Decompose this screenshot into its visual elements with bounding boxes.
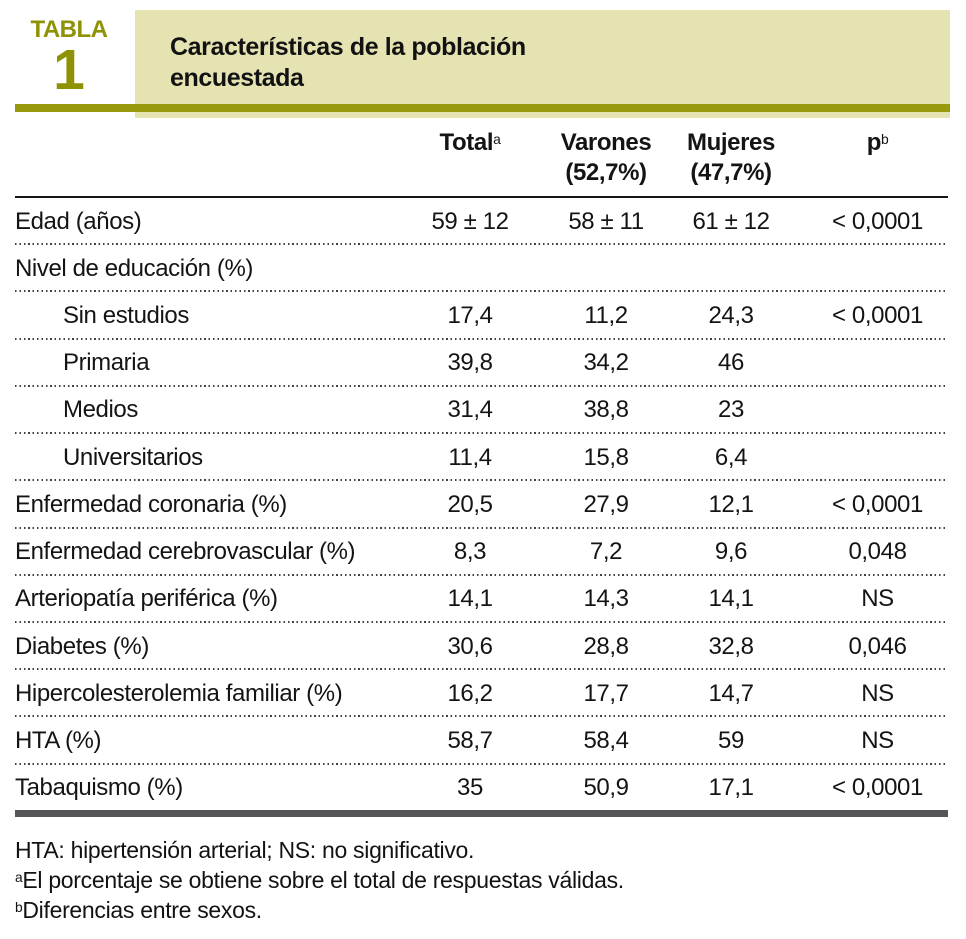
- cell-total: 31,4: [447, 396, 493, 424]
- column-header-total: [395, 128, 545, 188]
- cell-total: 16,2: [447, 679, 493, 707]
- footnote-b: [15, 895, 624, 925]
- row-label: Universitarios: [63, 443, 203, 471]
- cell-varones: 27,9: [583, 490, 629, 518]
- cell-mujeres: 14,7: [708, 679, 754, 707]
- cell-mujeres: 12,1: [708, 490, 754, 518]
- cell-total: 58,7: [447, 727, 493, 755]
- footnote-text: HTA: hipertensión arterial; NS: no significativo.: [15, 837, 475, 863]
- table-title: [170, 32, 526, 94]
- footnotes: [15, 835, 624, 925]
- row-label: Tabaquismo (%): [15, 774, 183, 802]
- cell-p: 0,046: [848, 632, 907, 660]
- cell-mujeres: 61 ± 12: [692, 207, 770, 235]
- table-kicker: [15, 16, 123, 102]
- cell-p: < 0,0001: [832, 774, 923, 802]
- cell-total: 17,4: [447, 302, 493, 330]
- column-header-sub: (52,7%): [565, 159, 647, 186]
- table-row: [15, 765, 948, 812]
- cell-p: < 0,0001: [832, 490, 923, 518]
- row-label: Medios: [63, 396, 138, 424]
- cell-mujeres: 46: [718, 349, 744, 377]
- cell-total: 35: [457, 774, 483, 802]
- column-header-spacer: [15, 128, 395, 188]
- cell-total: 20,5: [447, 490, 493, 518]
- cell-mujeres: 14,1: [708, 585, 754, 613]
- table-end-bar: [15, 810, 948, 817]
- cell-varones: 38,8: [583, 396, 629, 424]
- cell-mujeres: 24,3: [708, 302, 754, 330]
- row-label: HTA (%): [15, 727, 102, 755]
- cell-p: 0,048: [848, 538, 907, 566]
- cell-varones: 11,2: [584, 302, 628, 330]
- table-body: [15, 198, 948, 812]
- cell-p: NS: [861, 679, 894, 707]
- footnote-abbreviations: [15, 835, 624, 865]
- column-header-mujeres: [667, 128, 795, 188]
- footnote-a: [15, 865, 624, 895]
- column-header-label: Total: [439, 129, 494, 156]
- row-label: Enfermedad cerebrovascular (%): [15, 538, 356, 566]
- cell-mujeres: 17,1: [708, 774, 754, 802]
- row-label: Arteriopatía periférica (%): [15, 585, 278, 613]
- cell-mujeres: 32,8: [708, 632, 754, 660]
- table-title-line1: Características de la población: [170, 33, 526, 61]
- column-header-sup: a: [493, 130, 501, 147]
- cell-varones: 17,7: [583, 679, 629, 707]
- table-row: [15, 434, 948, 481]
- column-header-sub: (47,7%): [690, 159, 772, 186]
- cell-total: 39,8: [447, 349, 493, 377]
- cell-mujeres: 6,4: [714, 443, 748, 471]
- table-row: [15, 623, 948, 670]
- cell-mujeres: 9,6: [714, 538, 748, 566]
- row-label: Nivel de educación (%): [15, 254, 253, 282]
- cell-p: < 0,0001: [832, 207, 923, 235]
- cell-p: NS: [861, 727, 894, 755]
- table-row: [15, 481, 948, 528]
- cell-mujeres: 59: [718, 727, 744, 755]
- cell-mujeres: 23: [718, 396, 744, 424]
- column-header-row: [15, 128, 948, 188]
- column-header-label: Varones: [560, 129, 652, 156]
- column-header-varones: [545, 128, 667, 188]
- row-label: Sin estudios: [63, 302, 189, 330]
- footnote-sup: a: [15, 869, 23, 885]
- table-row: [15, 670, 948, 717]
- column-header-label: p: [866, 129, 881, 156]
- footnote-text: El porcentaje se obtiene sobre el total de respuestas válidas.: [22, 867, 624, 893]
- cell-varones: 28,8: [583, 632, 629, 660]
- column-header-p: [795, 128, 948, 188]
- table-row: [15, 576, 948, 623]
- table-row: [15, 717, 948, 764]
- row-label: Enfermedad coronaria (%): [15, 490, 287, 518]
- table-row: [15, 529, 948, 576]
- row-label: Hipercolesterolemia familiar (%): [15, 679, 343, 707]
- kicker-word: TABLA: [30, 16, 108, 43]
- row-label: Primaria: [63, 349, 150, 377]
- footnote-text: Diferencias entre sexos.: [22, 897, 262, 923]
- cell-p: < 0,0001: [832, 302, 923, 330]
- cell-total: 59 ± 12: [431, 207, 509, 235]
- cell-p: NS: [861, 585, 894, 613]
- cell-varones: 7,2: [589, 538, 623, 566]
- accent-rule: [15, 104, 950, 112]
- table-row: [15, 198, 948, 245]
- row-label: Diabetes (%): [15, 632, 149, 660]
- table-row: [15, 245, 948, 292]
- cell-total: 30,6: [447, 632, 493, 660]
- footnote-sup: b: [15, 899, 23, 915]
- row-label: Edad (años): [15, 207, 142, 235]
- cell-total: 14,1: [447, 585, 493, 613]
- cell-varones: 58 ± 11: [568, 207, 644, 235]
- column-header-label: Mujeres: [687, 129, 775, 156]
- table-title-line2: encuestada: [170, 64, 304, 92]
- cell-varones: 15,8: [583, 443, 629, 471]
- cell-total: 8,3: [453, 538, 487, 566]
- table-row: [15, 340, 948, 387]
- cell-varones: 14,3: [583, 585, 629, 613]
- cell-varones: 50,9: [583, 774, 629, 802]
- column-header-sup: b: [880, 130, 889, 147]
- cell-varones: 58,4: [583, 727, 629, 755]
- cell-total: 11,4: [448, 443, 492, 471]
- kicker-number: 1: [53, 38, 85, 102]
- cell-varones: 34,2: [583, 349, 629, 377]
- table-row: [15, 292, 948, 339]
- table-row: [15, 387, 948, 434]
- title-band: [135, 10, 950, 118]
